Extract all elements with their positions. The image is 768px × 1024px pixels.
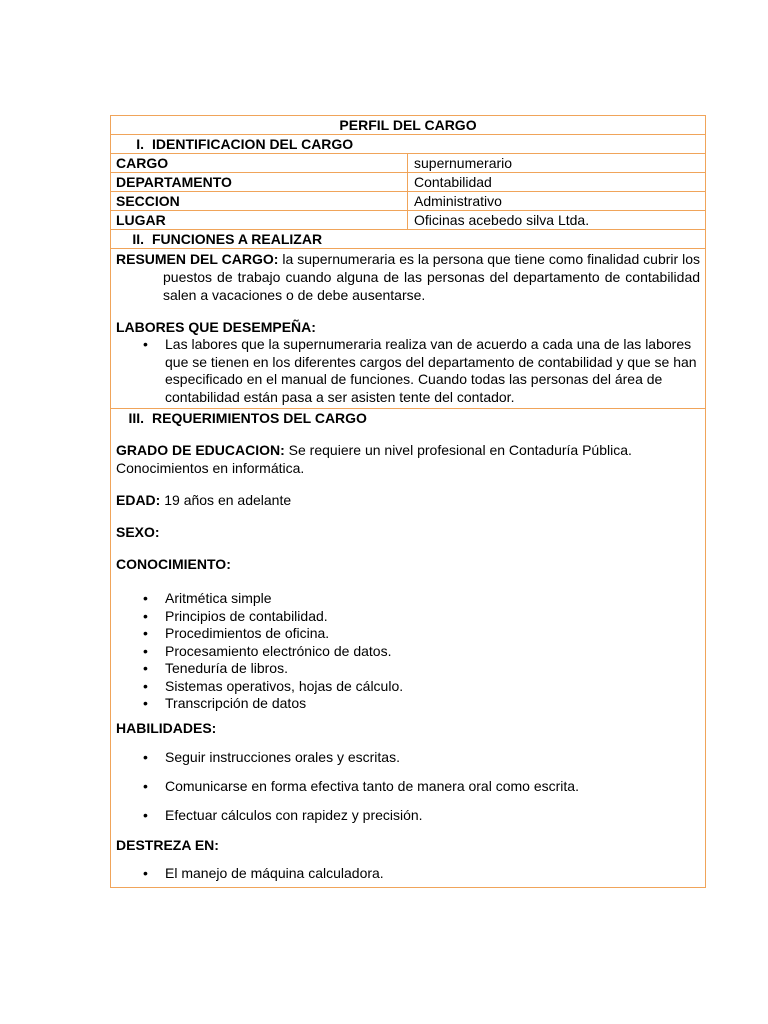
edad-text: 19 años en adelante [160, 492, 292, 508]
id-row-cargo [111, 154, 706, 173]
section-1-label: IDENTIFICACION DEL CARGO [152, 136, 354, 152]
section-2-header [111, 230, 706, 249]
resumen-label: RESUMEN DEL CARGO: [116, 251, 279, 267]
sexo-label: SEXO: [116, 524, 160, 540]
resumen-paragraph [116, 250, 700, 304]
labores-list [116, 336, 700, 406]
seccion-label: SECCION [111, 192, 408, 211]
section-3-number: III. [128, 410, 144, 426]
list-item: • Aritmética simple [165, 590, 700, 608]
list-item: • El manejo de máquina calculadora. [165, 865, 700, 883]
list-item: • Principios de contabilidad. [165, 608, 700, 626]
destreza-label: DESTREZA EN: [116, 837, 219, 853]
habilidades-list [116, 749, 700, 825]
list-item: • Efectuar cálculos con rapidez y precisión. [165, 807, 700, 825]
list-item: • Teneduría de libros. [165, 660, 700, 678]
document-title: PERFIL DEL CARGO [111, 116, 706, 135]
habilidades-label: HABILIDADES: [116, 719, 217, 736]
destreza-list [116, 865, 700, 883]
section-3-label: REQUERIMIENTOS DEL CARGO [152, 410, 367, 426]
section-3-header [116, 409, 700, 427]
list-item: • Seguir instrucciones orales y escritas. [165, 749, 700, 767]
lugar-label: LUGAR [111, 211, 408, 230]
conocimiento-list [116, 590, 700, 713]
list-item: • Transcripción de datos [165, 695, 700, 713]
functions-cell [111, 249, 706, 409]
list-item: • Las labores que la supernumeraria realiza van de acuerdo a cada una de las labores que se tienen en los diferentes cargos del departamento de contabilidad y que se han especificado en el manual de funciones. Cuando todas las personas del área de contabilidad están pasa a ser asisten tente del contador. [165, 336, 700, 406]
educacion-text: Se requiere un nivel profesional en Contaduría Pública. Conocimientos en informática. [116, 442, 632, 476]
section-1-number: I. [136, 136, 144, 152]
edad-paragraph [116, 491, 700, 509]
job-profile-table [110, 115, 706, 888]
departamento-value: Contabilidad [408, 173, 706, 192]
departamento-label: DEPARTAMENTO [111, 173, 408, 192]
cargo-value: supernumerario [408, 154, 706, 173]
edad-label: EDAD: [116, 492, 161, 508]
resumen-text: la supernumeraria es la persona que tiene como finalidad cubrir los puestos de trabajo cuando alguna de las personas del departamento de contabilidad salen a vacaciones o de debe ausentarse. [163, 251, 701, 303]
section-2-label: FUNCIONES A REALIZAR [152, 231, 323, 247]
requirements-cell [111, 409, 706, 888]
id-row-departamento [111, 173, 706, 192]
list-item: • Comunicarse en forma efectiva tanto de manera oral como escrita. [165, 778, 700, 796]
list-item: • Procedimientos de oficina. [165, 625, 700, 643]
cargo-label: CARGO [111, 154, 408, 173]
list-item: • Procesamiento electrónico de datos. [165, 643, 700, 661]
section-1-header [111, 135, 706, 154]
labores-label: LABORES QUE DESEMPEÑA: [116, 319, 316, 335]
educacion-paragraph [116, 441, 700, 477]
educacion-label: GRADO DE EDUCACION: [116, 442, 285, 458]
seccion-value: Administrativo [408, 192, 706, 211]
conocimiento-label: CONOCIMIENTO: [116, 556, 231, 572]
list-item: • Sistemas operativos, hojas de cálculo. [165, 678, 700, 696]
id-row-lugar [111, 211, 706, 230]
id-row-seccion [111, 192, 706, 211]
section-2-number: II. [132, 231, 144, 247]
lugar-value: Oficinas acebedo silva Ltda. [408, 211, 706, 230]
